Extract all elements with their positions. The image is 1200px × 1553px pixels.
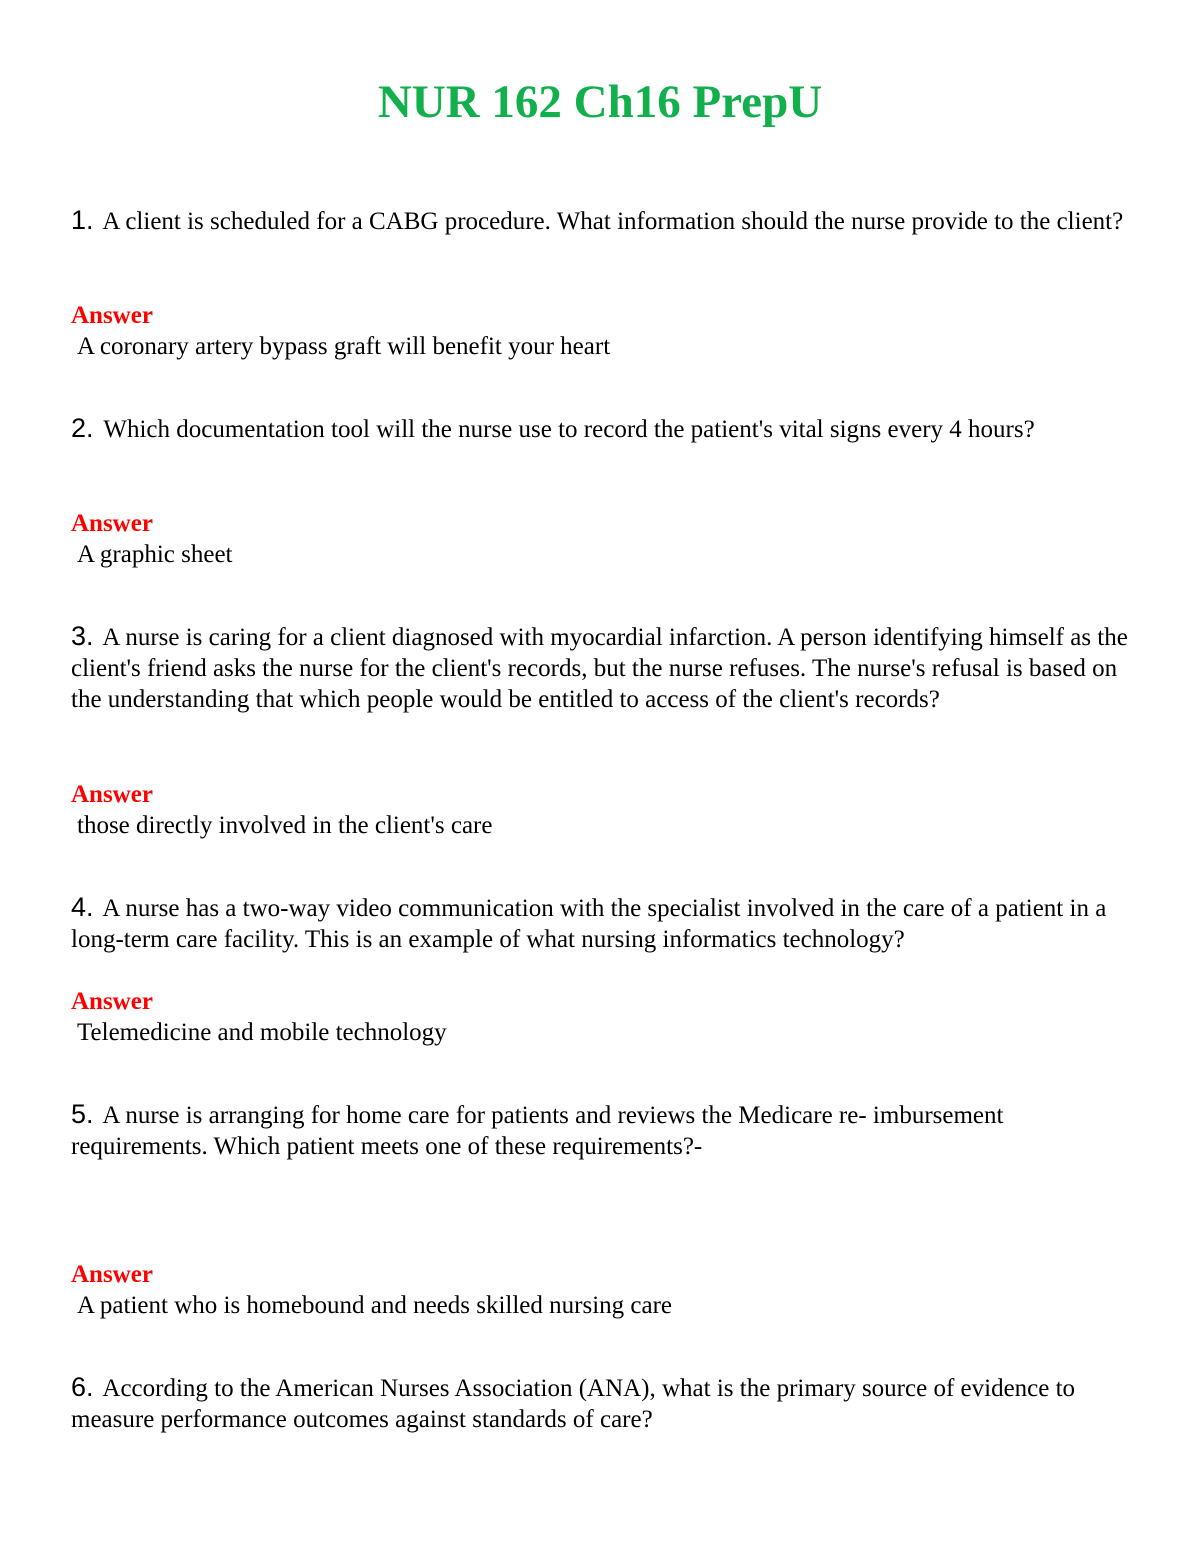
answer-label: Answer	[71, 988, 153, 1015]
question-text: A nurse is caring for a client diagnosed with myocardial infarction. A person identifying himself as the client's friend asks the nurse for the client's records, but the nurse refuses. The nurse's refusal is based on the understanding that which people would be entitled to access of the client's records?	[71, 624, 1128, 713]
answer-label: Answer	[71, 302, 153, 329]
question-block-2	[71, 413, 1131, 445]
question-block-4	[71, 892, 1131, 955]
question-text: A nurse has a two-way video communication with the specialist involved in the care of a patient in a long-term care facility. This is an example of what nursing informatics technology?	[71, 895, 1107, 953]
answer-block-3	[71, 779, 1131, 841]
question-number: 1.	[71, 205, 94, 235]
question-1	[71, 205, 1131, 237]
question-block-6	[71, 1372, 1131, 1435]
question-text: According to the American Nurses Association (ANA), what is the primary source of evidence to measure performance outcomes against standards of care?	[71, 1375, 1076, 1433]
question-number: 6.	[71, 1372, 94, 1402]
question-6	[71, 1372, 1131, 1435]
answer-block-2	[71, 508, 1131, 570]
question-number: 4.	[71, 892, 94, 922]
answer-text: A graphic sheet	[77, 541, 233, 568]
answer-block-5	[71, 1259, 1131, 1321]
question-number: 2.	[71, 413, 94, 443]
question-3	[71, 621, 1131, 715]
answer-label: Answer	[71, 781, 153, 808]
answer-label: Answer	[71, 510, 153, 537]
answer-block-4	[71, 986, 1131, 1048]
answer-text: A coronary artery bypass graft will benefit your heart	[77, 333, 611, 360]
question-text: Which documentation tool will the nurse use to record the patient's vital signs every 4 hours?	[103, 416, 1035, 443]
question-block-1	[71, 205, 1131, 237]
page-title: NUR 162 Ch16 PrepU	[377, 76, 823, 128]
answer-label: Answer	[71, 1261, 153, 1288]
question-number: 5.	[71, 1099, 94, 1129]
question-text: A nurse is arranging for home care for patients and reviews the Medicare re- imbursement requirements. Which patient meets one of these requirements?-	[71, 1102, 1004, 1160]
answer-text: A patient who is homebound and needs skilled nursing care	[77, 1292, 673, 1319]
question-text: A client is scheduled for a CABG procedure. What information should the nurse provide to the client?	[102, 208, 1124, 235]
question-4	[71, 892, 1131, 955]
question-block-5	[71, 1099, 1131, 1162]
question-5	[71, 1099, 1131, 1162]
question-number: 3.	[71, 621, 94, 651]
answer-block-1	[71, 300, 1131, 362]
answer-text: those directly involved in the client's care	[77, 812, 493, 839]
question-2	[71, 413, 1131, 445]
question-block-3	[71, 621, 1131, 715]
answer-text: Telemedicine and mobile technology	[77, 1019, 447, 1046]
